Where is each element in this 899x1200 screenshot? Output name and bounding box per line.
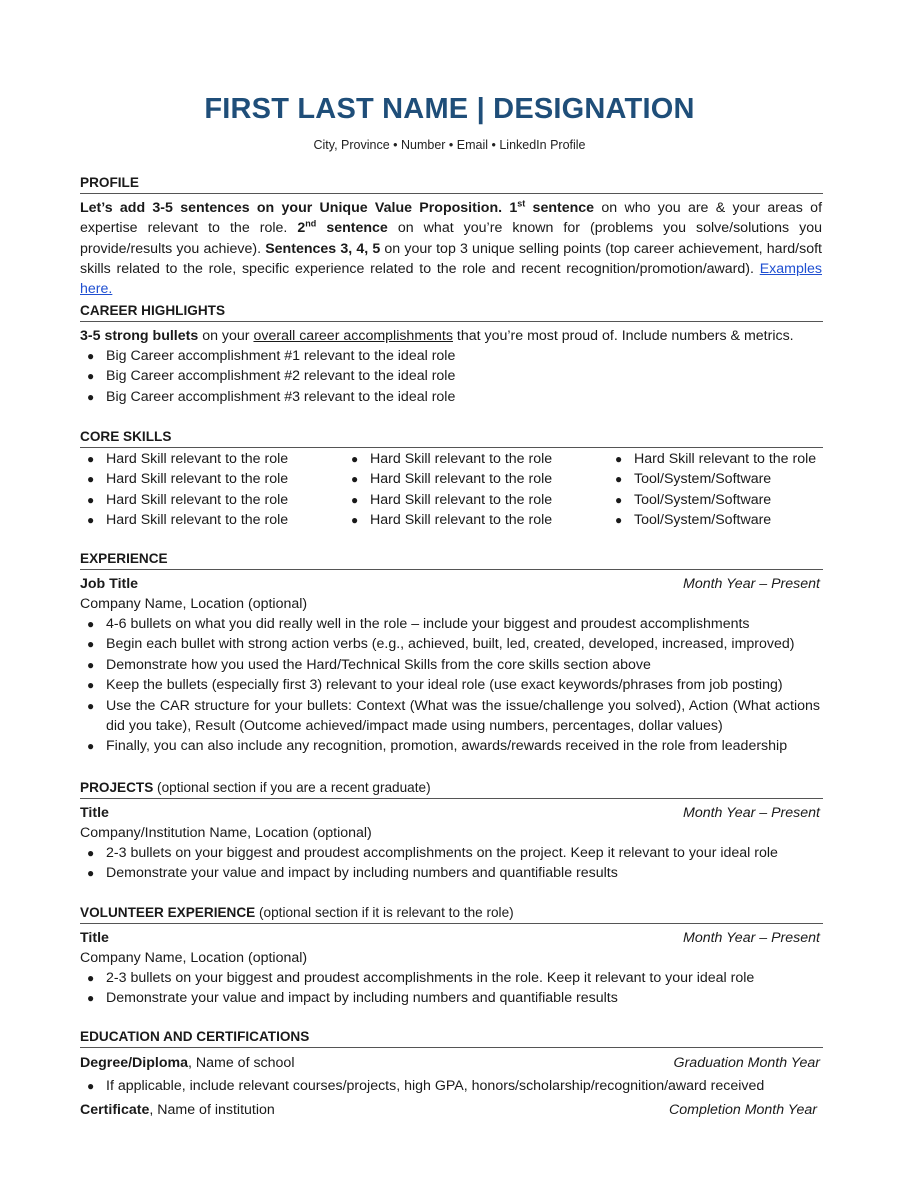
highlights-list (80, 346, 823, 407)
list-item: ● 2-3 bullets on your biggest and proudest accomplishments in the role. Keep it relevant to your ideal role (80, 968, 823, 988)
list-item: ● Big Career accomplishment #2 relevant to the ideal role (80, 366, 823, 386)
list-item: ● Demonstrate how you used the Hard/Technical Skills from the core skills section above (80, 655, 820, 675)
job-title: Job Title (80, 576, 139, 592)
bullet-icon: ● (87, 678, 95, 693)
bullet-icon: ● (351, 472, 359, 487)
bullet-icon: ● (87, 866, 95, 881)
bullet-icon: ● (615, 452, 623, 466)
bullet-icon: ● (87, 739, 95, 754)
candidate-name-designation: FIRST LAST NAME | DESIGNATION (204, 93, 695, 125)
list-item: ● Hard Skill relevant to the role (80, 469, 340, 489)
section-heading-education: EDUCATION AND CERTIFICATIONS (80, 1028, 823, 1048)
highlights-intro: 3-5 strong bullets on your overall career accomplishments that you’re most proud of. Include numbers & metrics. (80, 328, 794, 344)
list-item: ● If applicable, include relevant courses/projects, high GPA, honors/scholarship/recognition/award received (80, 1076, 823, 1096)
profile-paragraph: Let’s add 3-5 sentences on your Unique Value Proposition. 1st sentence on who you are & your areas of expertise relevant to the role. 2nd sentence on what you’re known for (problems you solve/solutions you provide/results you achieve). Sentences 3, 4, 5 on your top 3 unique selling points (top career achievement, hard/soft skills related to the role, specific experience related to the role and recent recognition/promotion/award). Examples here. (80, 198, 823, 298)
list-item: ● 2-3 bullets on your biggest and proudest accomplishments on the project. Keep it relevant to your ideal role (80, 843, 823, 863)
volunteer-title: Title (80, 930, 109, 946)
skills-column-3 (608, 449, 868, 531)
list-item: ● Keep the bullets (especially first 3) relevant to your ideal role (use exact keywords/phrases from job posting) (80, 675, 820, 695)
bullet-icon: ● (87, 617, 95, 631)
bullet-icon: ● (87, 991, 95, 1006)
bullet-icon: ● (87, 637, 95, 652)
bullet-icon: ● (351, 452, 359, 466)
bullet-icon: ● (87, 472, 95, 487)
list-item: ● Finally, you can also include any recognition, promotion, awards/rewards received in the role from leadership (80, 736, 820, 756)
experience-company: Company Name, Location (optional) (80, 596, 308, 612)
job-dates: Month Year – Present (683, 576, 820, 592)
degree: Degree/Diploma, Name of school (80, 1055, 295, 1071)
list-item: ● Big Career accomplishment #3 relevant to the ideal role (80, 387, 823, 407)
section-heading-projects: PROJECTS (optional section if you are a recent graduate) (80, 779, 823, 799)
list-item: ● Demonstrate your value and impact by including numbers and quantifiable results (80, 988, 823, 1008)
volunteer-dates: Month Year – Present (683, 930, 820, 946)
bullet-icon: ● (615, 472, 623, 487)
list-item: ● Hard Skill relevant to the role (80, 510, 340, 530)
volunteer-list (80, 968, 823, 1009)
experience-list (80, 614, 820, 757)
list-item: ● Tool/System/Software (608, 469, 868, 489)
list-item: ● Hard Skill relevant to the role (344, 449, 604, 469)
bullet-icon: ● (87, 349, 95, 363)
education-list (80, 1076, 823, 1096)
bullet-icon: ● (87, 389, 95, 404)
skills-column-2 (344, 449, 604, 531)
list-item: ● 4-6 bullets on what you did really well in the role – include your biggest and proudest accomplishments (80, 614, 820, 634)
project-dates: Month Year – Present (683, 805, 820, 821)
project-title: Title (80, 805, 109, 821)
bullet-icon: ● (87, 492, 95, 507)
bullet-icon: ● (87, 698, 95, 713)
list-item: ● Big Career accomplishment #1 relevant to the ideal role (80, 346, 823, 366)
project-company: Company/Institution Name, Location (optional) (80, 825, 372, 841)
volunteer-company: Company Name, Location (optional) (80, 950, 308, 966)
list-item: ● Use the CAR structure for your bullets: Context (What was the issue/challenge you solved), Action (What actions did you take), Result (Outcome achieved/impact made using numbers, percentages, dollar values) (87, 697, 820, 735)
skills-column-1 (80, 449, 340, 531)
bullet-icon: ● (87, 846, 95, 860)
bullet-icon: ● (87, 657, 95, 672)
graduation-date: Graduation Month Year (673, 1055, 820, 1071)
completion-date: Completion Month Year (668, 1102, 817, 1118)
bullet-icon: ● (351, 513, 359, 528)
section-heading-core-skills: CORE SKILLS (80, 428, 823, 448)
list-item: ● Hard Skill relevant to the role (344, 490, 604, 510)
list-item: ● Hard Skill relevant to the role (80, 449, 340, 469)
list-item: ● Tool/System/Software (608, 490, 868, 510)
bullet-icon: ● (615, 513, 623, 528)
section-heading-experience: EXPERIENCE (80, 550, 823, 570)
section-heading-career-highlights: CAREER HIGHLIGHTS (80, 302, 823, 322)
bullet-icon: ● (351, 492, 359, 507)
contact-line: City, Province • Number • Email • LinkedIn Profile (313, 138, 586, 152)
list-item: ● Hard Skill relevant to the role (608, 449, 868, 469)
bullet-icon: ● (615, 492, 623, 507)
bullet-icon: ● (87, 369, 95, 384)
bullet-icon: ● (87, 452, 95, 466)
section-heading-profile: PROFILE (80, 174, 823, 194)
bullet-icon: ● (87, 513, 95, 528)
list-item: ● Demonstrate your value and impact by including numbers and quantifiable results (80, 863, 823, 883)
section-heading-volunteer: VOLUNTEER EXPERIENCE (optional section if it is relevant to the role) (80, 904, 823, 924)
list-item: ● Hard Skill relevant to the role (80, 490, 340, 510)
bullet-icon: ● (87, 1079, 95, 1093)
certificate: Certificate, Name of institution (80, 1102, 275, 1118)
projects-list (80, 843, 823, 884)
bullet-icon: ● (87, 971, 95, 985)
list-item: ● Hard Skill relevant to the role (344, 469, 604, 489)
list-item: ● Hard Skill relevant to the role (344, 510, 604, 530)
examples-link[interactable]: Examples here. (80, 260, 822, 298)
list-item: ● Tool/System/Software (608, 510, 868, 530)
list-item: ● Begin each bullet with strong action verbs (e.g., achieved, built, led, created, developed, increased, improved) (80, 634, 820, 654)
